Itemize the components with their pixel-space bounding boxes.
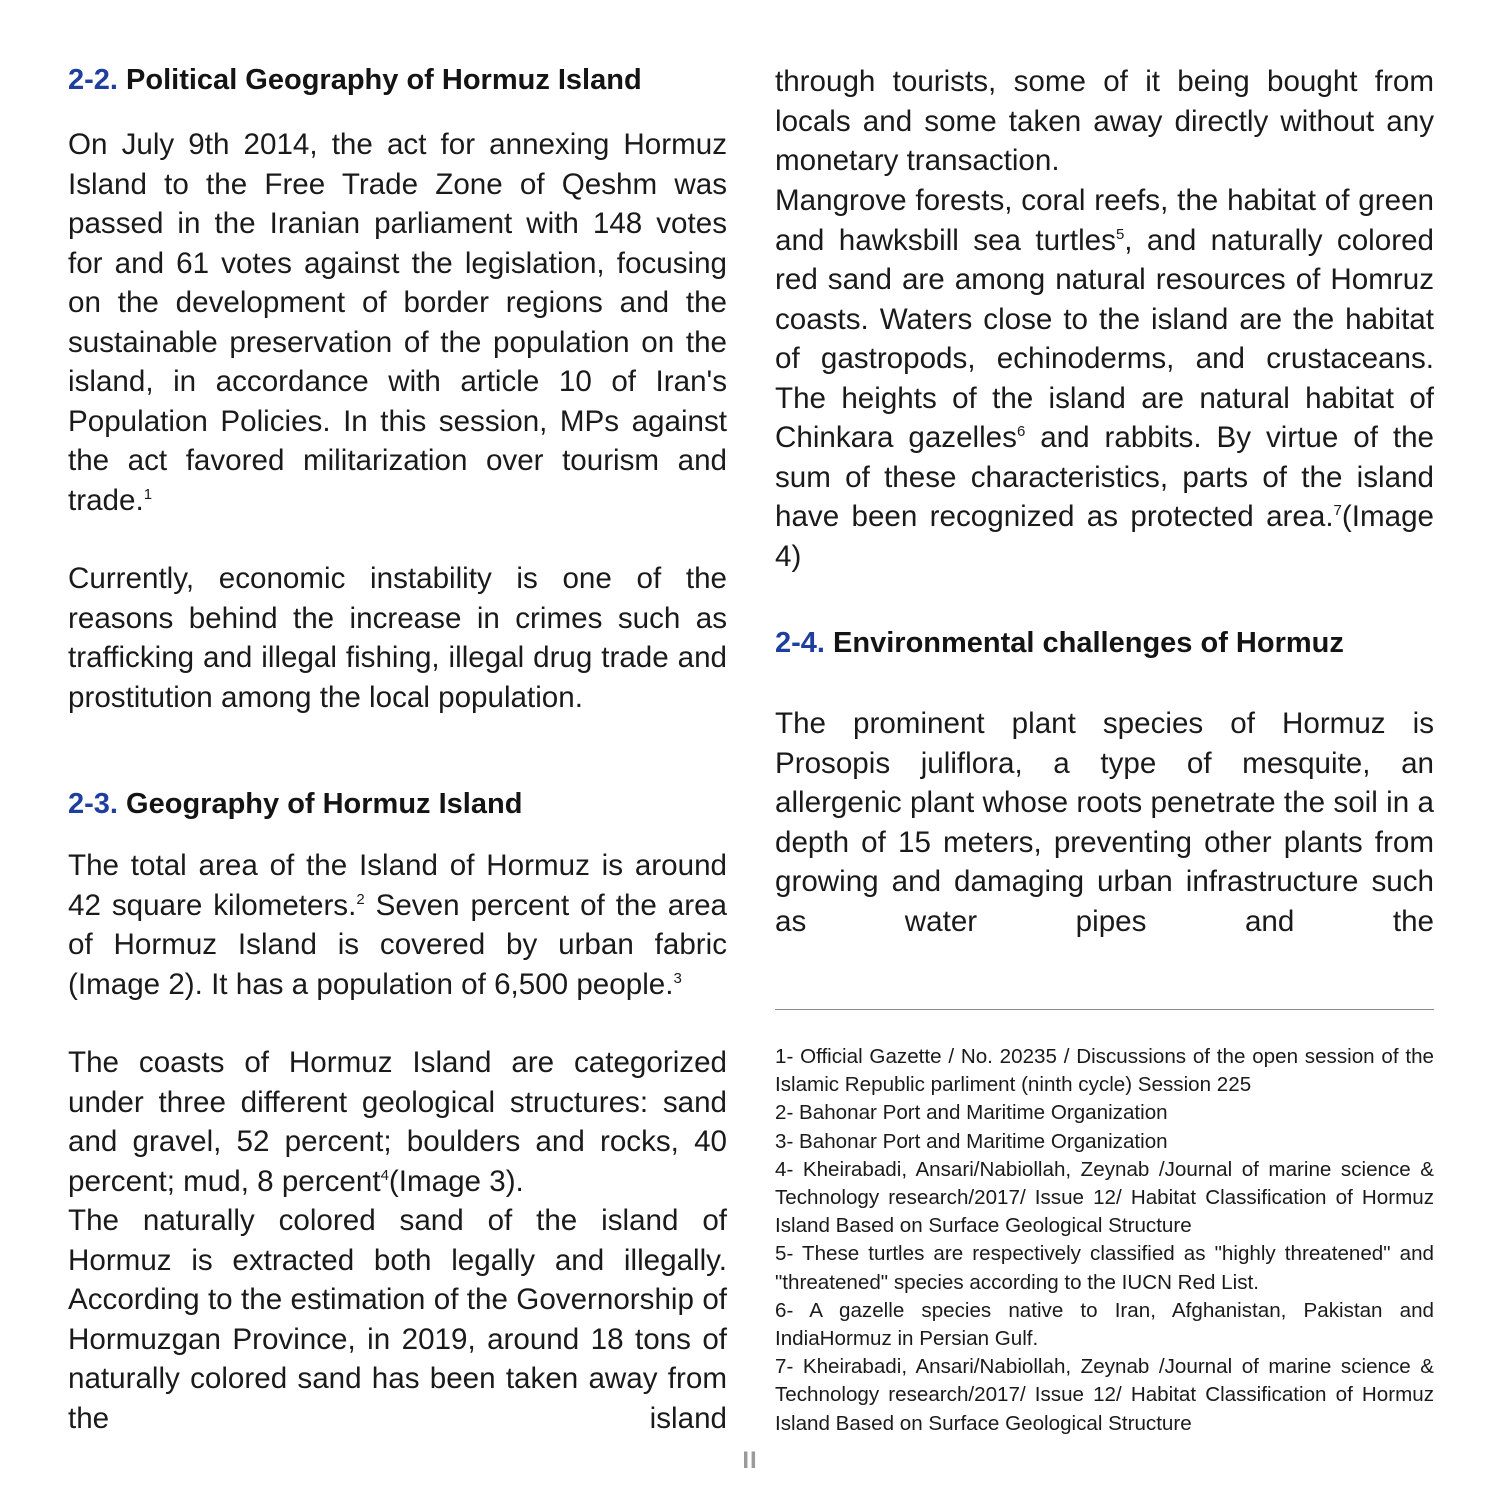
footnote-item: 6- A gazelle species native to Iran, Afghanistan, Pakistan and IndiaHormuz in Persian Gulf. (775, 1298, 1434, 1351)
footnote-ref: 4 (380, 1166, 389, 1184)
paragraph-text: (Image 3). (388, 1164, 524, 1198)
footnote-divider (775, 1009, 1434, 1010)
paragraph-continued-tourists (775, 62, 1434, 181)
section-number: 2-3. (68, 788, 118, 820)
footnote-ref: 6 (1016, 423, 1026, 440)
paragraph-colored-sand (68, 1201, 727, 1438)
footnote-item: 7- Kheirabadi, Ansari/Nabiollah, Zeynab /Journal of marine science & Technology research/2017/ Issue 12/ Habitat Classification of Hormuz Island Based on Surface Geological Structure (775, 1355, 1434, 1435)
section-number: 2-4. (775, 627, 825, 659)
section-heading-2-2 (68, 60, 727, 100)
footnotes-list (775, 1043, 1434, 1438)
section-title: Environmental challenges of Hormuz (833, 627, 1344, 659)
paragraph-prosopis (775, 704, 1434, 941)
paragraph-text: On July 9th 2014, the act for annexing Hormuz Island to the Free Trade Zone of Qeshm was passed in the Iranian parliament with 148 votes for and 61 votes against the legislation, focusing on the development of border regions and the sustainable preservation of the population on the island, in accordance with article 10 of Iran's Population Policies. In this session, MPs against the act favored militarization over tourism and trade. (68, 128, 727, 517)
paragraph-text: (Image 4) (775, 500, 1434, 573)
footnote-item: 4- Kheirabadi, Ansari/Nabiollah, Zeynab /Journal of marine science & Technology research/2017/ Issue 12/ Habitat Classification of Hormuz Island Based on Surface Geological Structure (775, 1157, 1434, 1238)
section-heading-2-3 (68, 784, 727, 824)
footnote-ref: 3 (673, 969, 682, 987)
paragraph-text: and rabbits. By virtue of the sum of these characteristics, parts of the island have been recognized as protected area. (775, 421, 1435, 533)
paragraph-text: , and naturally colored red sand are among natural resources of Homruz coasts. Waters close to the island are the habitat of gastropods, echinoderms, and crustaceans. The heights of the island are natural habitat of Chinkara gazelles (775, 223, 1434, 454)
paragraph-text: through tourists, some of it being bought from locals and some taken away directly without any monetary transaction. (775, 65, 1434, 177)
section-heading-2-4 (775, 623, 1434, 663)
paragraph-text: The prominent plant species of Hormuz is Prosopis juliflora, a type of mesquite, an allergenic plant whose roots penetrate the soil in a depth of 15 meters, preventing other plants from growing and damaging urban infrastructure such as water pipes and the (775, 707, 1434, 938)
footnote-item: 1- Official Gazette / No. 20235 / Discussions of the open session of the Islamic Republic parliment (ninth cycle) Session 225 (775, 1045, 1434, 1097)
paragraph-economic-instability (68, 559, 727, 717)
footnote-ref: 1 (143, 485, 153, 503)
footnote-ref: 5 (1115, 225, 1125, 243)
footnote-ref: 7 (1333, 502, 1342, 519)
paragraph-natural-resources (775, 181, 1434, 576)
footnote-ref: 2 (356, 890, 365, 908)
footnote-item: 5- These turtles are respectively classified as "highly threatened" and "threatened" species according to the IUCN Red List. (775, 1242, 1434, 1294)
paragraph-text: Seven percent of the area of Hormuz Island is covered by urban fabric (Image 2). It has a population of 6,500 people. (68, 888, 727, 1001)
footnote-item: 3- Bahonar Port and Maritime Organization (775, 1129, 1168, 1153)
section-title: Geography of Hormuz Island (126, 788, 523, 820)
paragraph-text: The naturally colored sand of the island of Hormuz is extracted both legally and illegally. According to the estimation of the Governorship of Hormuzgan Province, in 2019, around 18 tons of naturally colored sand has been taken away from the island (68, 1204, 727, 1435)
footnote-item: 2- Bahonar Port and Maritime Organization (775, 1101, 1168, 1125)
paragraph-total-area (68, 846, 727, 1004)
paragraph-text: Currently, economic instability is one of the reasons behind the increase in crimes such as trafficking and illegal fishing, illegal drug trade and prostitution among the local population. (68, 562, 727, 714)
paragraph-annexation (68, 125, 727, 520)
section-number: 2-2. (68, 64, 118, 96)
page-number: II (742, 1447, 758, 1474)
paragraph-text: Mangrove forests, coral reefs, the habitat of green and hawksbill sea turtles (775, 184, 1434, 257)
paragraph-text: The total area of the Island of Hormuz is around 42 square kilometers. (68, 849, 727, 922)
paragraph-text: The coasts of Hormuz Island are categorized under three different geological structures: sand and gravel, 52 percent; boulders and rocks, 40 percent; mud, 8 percent (68, 1046, 727, 1198)
section-title: Political Geography of Hormuz Island (126, 64, 642, 96)
paragraph-coasts (68, 1043, 727, 1201)
